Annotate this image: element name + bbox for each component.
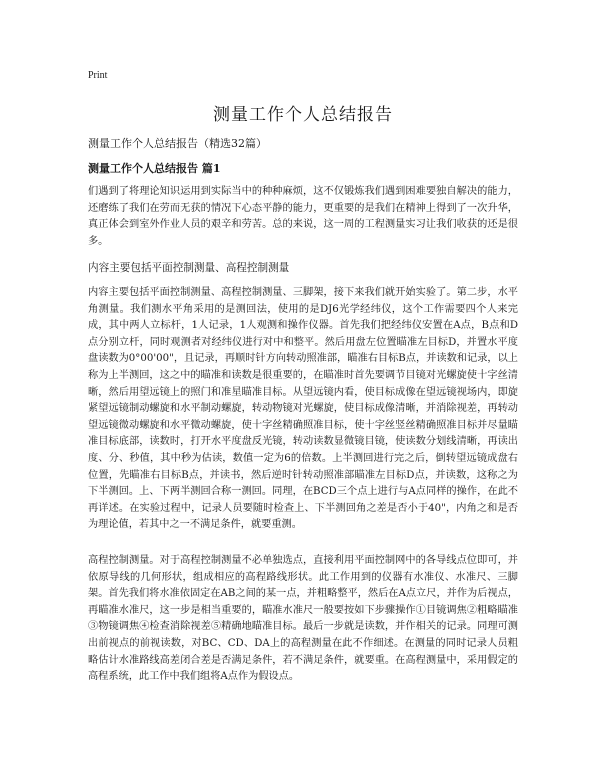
paragraph-elevation-control: 高程控制测量。对于高程控制测量不必单独选点，直接利用平面控制网中的各导线点位即可，并依原导线的几何形状，组成相应的高程路线形状。此工作用到的仪器有水准仪、水准尺、三脚架。首先我们将水准依固定在AB之间的某一点，并粗略整平，然后在A点立尺，并作为后视点，再瞄准水准尺，这一步是相当重要的，瞄准水准尺一般要按如下步骤操作①目镜调焦②粗略瞄准③物镜调焦④检查消除视差⑤精确地瞄准目标。最后一步就是读数，并作相关的记录。同理可测出前视点的前视读数，对BC、CD、DA上的高程测量在此不作细述。在测量的同时记录人员粗略估计水准路线高差闭合差是否满足条件，若不满足条件，就要重。在高程测量中，采用假定的高程系统，此工作中我们组将A点作为假设点。 <box>88 555 518 683</box>
paragraph-intro: 们遇到了将理论知识运用到实际当中的种种麻烦，这不仅锻炼我们遇到困难要独自解决的能力，还磨练了我们在劳而无获的情况下心态平静的能力，更重要的是我们在精神上得到了一次升华，真正体会到室外作业人员的艰辛和劳苦。总的来说，这一周的工程测量实习让我们收获的还是很多。 <box>88 186 518 247</box>
print-label[interactable]: Print <box>88 70 108 81</box>
section-heading: 测量工作个人总结报告 篇1 <box>88 162 221 175</box>
paragraph-horizontal-angle: 内容主要包括平面控制测量、高程控制测量、三脚架，接下来我们就开始实验了。第二步，水平角测量。我们测水平角采用的是测回法，使用的是DJ6光学经纬仪，这个工作需要四个人来完成，其中两人立标杆，1人记录，1人观测和操作仪器。首先我们把经纬仪安置在A点，B点和D点分别立杆，同时观测者对经纬仪进行对中和整平。然后用盘左位置瞄准左目标D，并置水平度盘读数为0°00'00"，且记录，再顺时针方向转动照准部，瞄准右目标B点，并读数和记录，以上称为上半测回，这之中的瞄准和读数是很重要的，在瞄准时首先要调节目镜对光螺旋使十字丝清晰，然后用望远镜上的照门和准星瞄准目标。从望远镜内看，使目标成像在望远镜视场内，即旋紧望远镜制动螺旋和水平制动螺旋，转动物镜对光螺旋，使目标成像清晰，并消除视差，再转动望远镜微动螺旋和水平微动螺旋，使十字丝精确照准目标，使十字丝竖丝精确照准目标并尽量瞄准目标底部，读数时，打开水平度盘反光镜，转动读数显微镜目镜，使读数分划线清晰，再读出度、分、秒值，其中秒为估读，数值一定为6的倍数。上半测回进行完之后，倒转望远镜成盘右位置，先瞄准右目标B点，并读书，然后逆时针转动照准部瞄准左目标D点，并读数，这称之为下半测回。上、下两半测回合称一测回。同理，在BCD三个点上进行与A点同样的操作，在此不再详述。在实验过程中，记录人员要随时检查上、下半测回角之差是否小于40"，内角之和是否为理论值，若其中之一不满足条件，就要重测。 <box>88 287 518 531</box>
document-title: 测量工作个人总结报告 <box>213 105 393 125</box>
paragraph-content-summary: 内容主要包括平面控制测量、高程控制测量 <box>88 262 290 274</box>
document-subtitle: 测量工作个人总结报告（精选32篇） <box>88 137 267 150</box>
